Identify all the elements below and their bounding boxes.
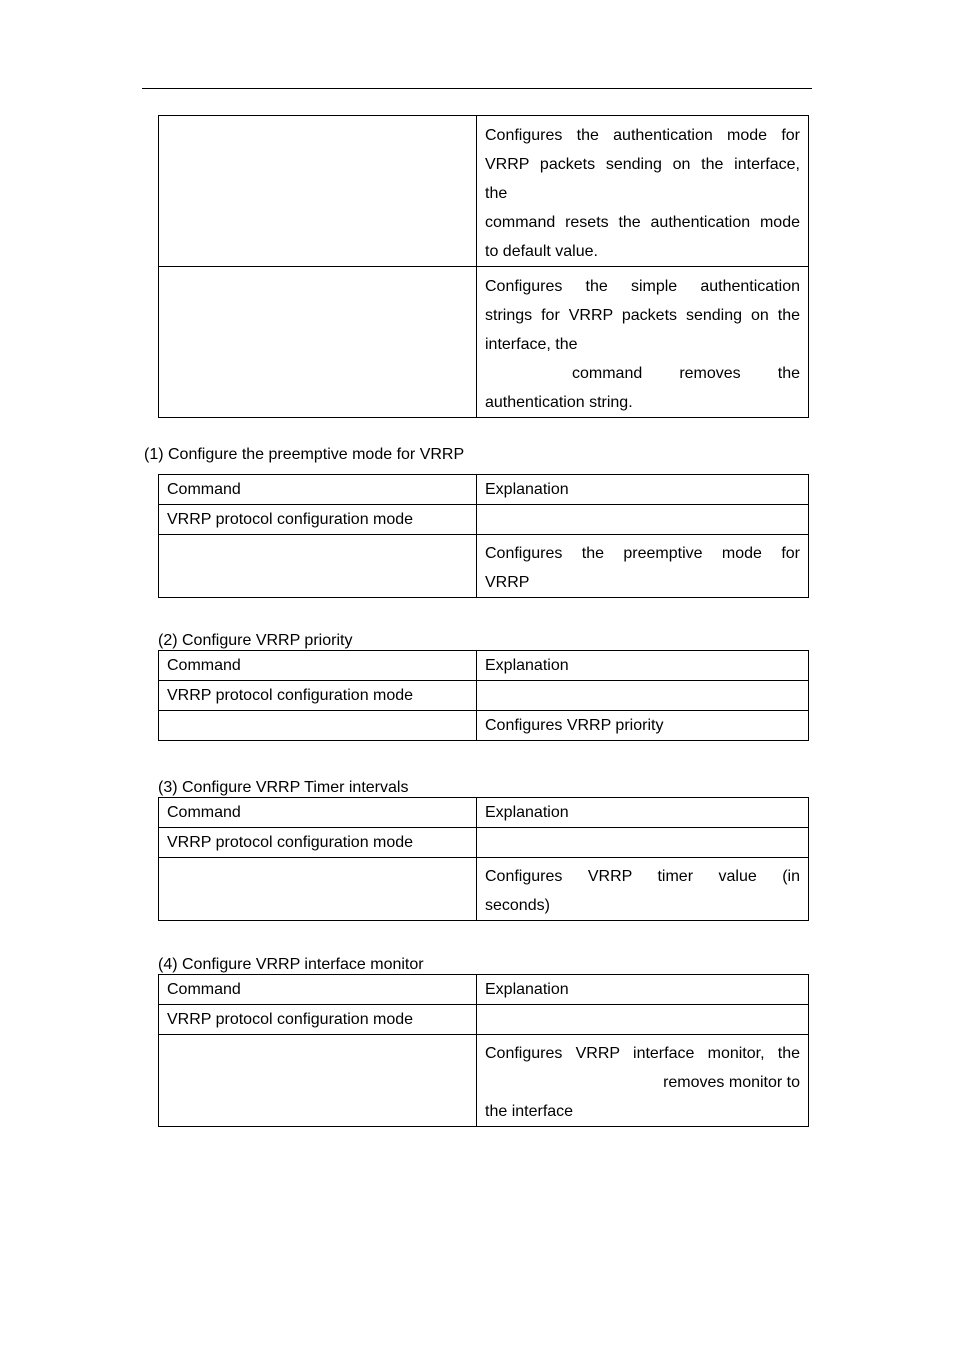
mode-cell: VRRP protocol configuration mode: [159, 828, 477, 858]
table-row: [159, 116, 809, 267]
explanation-cell: Configures VRRP priority: [477, 711, 809, 741]
table-header-row: [159, 975, 809, 1005]
explanation-cell: [477, 535, 809, 598]
explanation-line: Configures VRRP interface monitor, the: [485, 1045, 800, 1062]
explanation-cell: [477, 828, 809, 858]
explanation-cell: [477, 681, 809, 711]
table-row: [159, 681, 809, 711]
table-row: [159, 1005, 809, 1035]
mode-cell: VRRP protocol configuration mode: [159, 681, 477, 711]
command-header: Command: [159, 975, 477, 1005]
explanation-line: command resets the authentication mode: [485, 214, 800, 231]
table-row: [159, 535, 809, 598]
monitor-command-table: [158, 974, 809, 1127]
table-row: [159, 267, 809, 418]
command-header: Command: [159, 798, 477, 828]
explanation-header: Explanation: [477, 798, 809, 828]
explanation-line: removes monitor to: [663, 1074, 800, 1091]
explanation-line: command removes the: [572, 365, 800, 382]
explanation-line: authentication string.: [485, 394, 633, 411]
section-caption: (4) Configure VRRP interface monitor: [158, 956, 424, 973]
explanation-cell: [477, 1005, 809, 1035]
explanation-line: VRRP: [485, 574, 530, 591]
explanation-line: the: [485, 185, 508, 202]
explanation-line: strings for VRRP packets sending on the: [485, 307, 800, 324]
table-header-row: [159, 798, 809, 828]
mode-cell: VRRP protocol configuration mode: [159, 505, 477, 535]
explanation-cell: [477, 858, 809, 921]
table-header-row: [159, 651, 809, 681]
command-header: Command: [159, 651, 477, 681]
table-row: [159, 858, 809, 921]
explanation-cell: [477, 116, 809, 267]
command-header: Command: [159, 475, 477, 505]
command-cell: [159, 116, 477, 267]
explanation-line: interface, the: [485, 336, 578, 353]
header-rule: [142, 88, 812, 89]
command-cell: [159, 711, 477, 741]
table-row: [159, 828, 809, 858]
mode-cell: VRRP protocol configuration mode: [159, 1005, 477, 1035]
table-header-row: [159, 475, 809, 505]
explanation-line: the interface: [485, 1103, 574, 1120]
explanation-line: to default value.: [485, 243, 598, 260]
explanation-cell: [477, 1035, 809, 1127]
explanation-line: VRRP packets sending on the interface,: [485, 156, 800, 173]
section-caption: (1) Configure the preemptive mode for VRRP: [144, 446, 465, 463]
preempt-command-table: [158, 474, 809, 598]
table-row: [159, 1035, 809, 1127]
explanation-cell: [477, 267, 809, 418]
explanation-line: Configures the authentication mode for: [485, 127, 800, 144]
explanation-header: Explanation: [477, 475, 809, 505]
priority-command-table: [158, 650, 809, 741]
table-row: [159, 505, 809, 535]
explanation-cell: [477, 505, 809, 535]
timer-command-table: [158, 797, 809, 921]
auth-command-table: [158, 115, 809, 418]
section-caption: (2) Configure VRRP priority: [158, 632, 353, 649]
explanation-line: Configures the preemptive mode for: [485, 545, 800, 562]
explanation-line: Configures the simple authentication: [485, 278, 800, 295]
command-cell: [159, 858, 477, 921]
command-cell: [159, 535, 477, 598]
command-cell: [159, 1035, 477, 1127]
explanation-line: seconds): [485, 897, 550, 914]
explanation-line: Configures VRRP timer value (in: [485, 868, 800, 885]
command-cell: [159, 267, 477, 418]
section-caption: (3) Configure VRRP Timer intervals: [158, 779, 409, 796]
explanation-header: Explanation: [477, 975, 809, 1005]
explanation-header: Explanation: [477, 651, 809, 681]
table-row: [159, 711, 809, 741]
